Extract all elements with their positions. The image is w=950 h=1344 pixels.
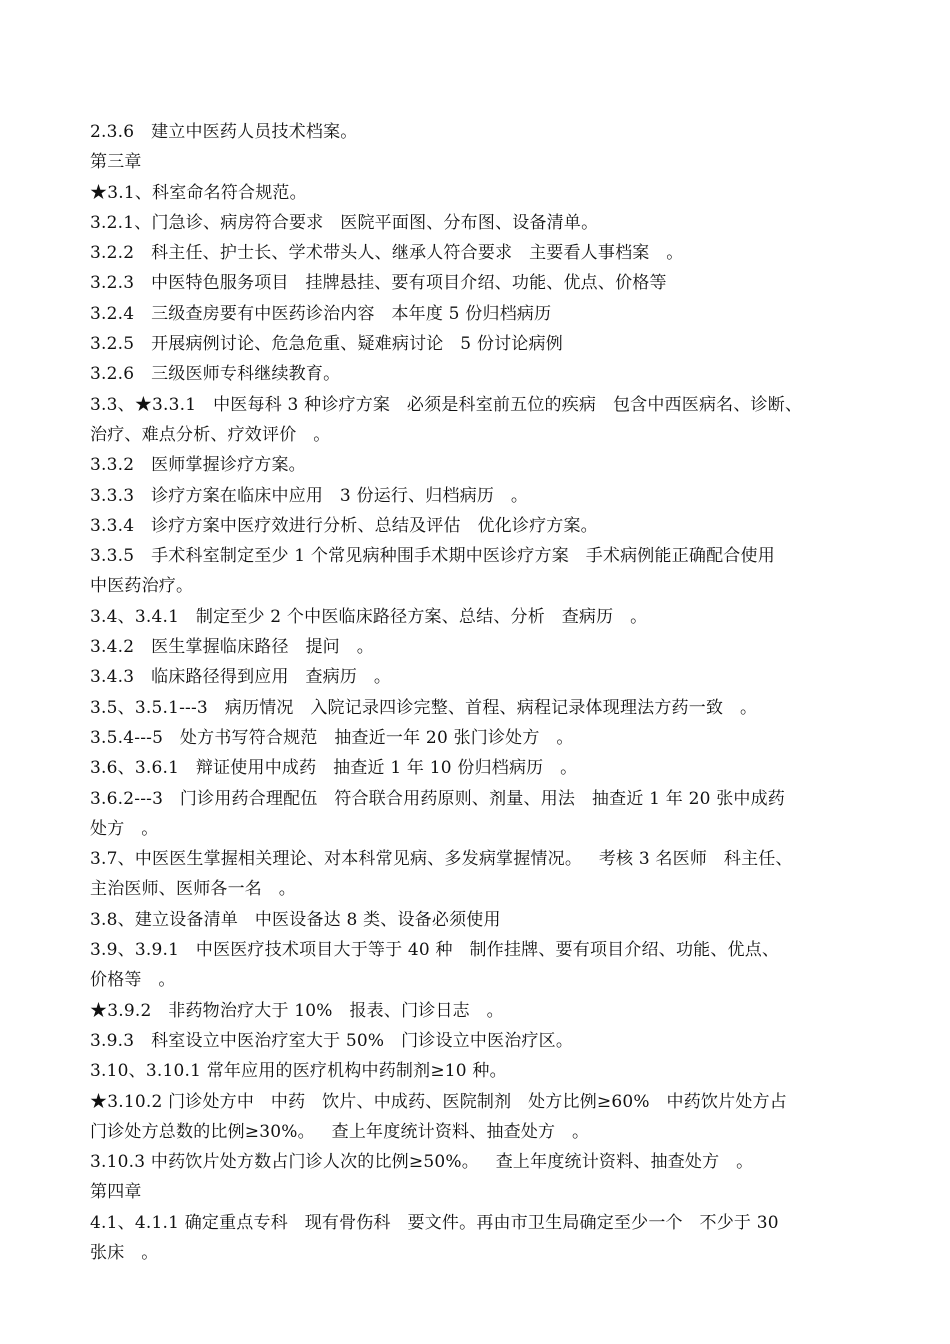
text-line: 3.3.4 诊疗方案中医疗效进行分析、总结及评估 优化诊疗方案。 [90,515,598,536]
text-line: 3.4.3 临床路径得到应用 查病历 。 [90,667,392,688]
text-line: 3.4.2 医生掌握临床路径 提问 。 [90,637,374,658]
text-line: 3.2.1、门急诊、病房符合要求 医院平面图、分布图、设备清单。 [90,212,599,233]
text-line: 3.2.5 开展病例讨论、危急危重、疑难病讨论 5 份讨论病例 [90,334,563,355]
text-line: 处方 。 [90,818,159,839]
text-line: 第三章 [90,152,142,173]
text-line: ★3.10.2 门诊处方中 中药 饮片、中成药、医院制剂 处方比例≥60% 中药饮片处方占 [90,1091,787,1112]
document-body [90,117,870,1268]
text-line: 3.5.4---5 处方书写符合规范 抽查近一年 20 张门诊处方 。 [90,727,574,748]
text-line: 3.2.3 中医特色服务项目 挂牌悬挂、要有项目介绍、功能、优点、价格等 [90,273,667,294]
text-line: 3.4、3.4.1 制定至少 2 个中医临床路径方案、总结、分析 查病历 。 [90,606,648,627]
text-line: 2.3.6 建立中医药人员技术档案。 [90,122,358,142]
text-line: 4.1、4.1.1 确定重点专科 现有骨伤科 要文件。再由市卫生局确定至少一个 不少于 30 [90,1212,779,1233]
text-line: 3.5、3.5.1---3 病历情况 入院记录四诊完整、首程、病程记录体现理法方药一致 。 [90,697,758,718]
text-line: 3.2.4 三级查房要有中医药诊治内容 本年度 5 份归档病历 [90,303,552,324]
text-line: 3.3.2 医师掌握诊疗方案。 [90,455,306,476]
text-line: 3.7、中医医生掌握相关理论、对本科常见病、多发病掌握情况。 考核 3 名医师 科主任、 [90,849,793,870]
text-line: 3.10.3 中药饮片处方数占门诊人次的比例≥50%。 查上年度统计资料、抽查处方 。 [90,1152,754,1173]
text-line: 3.3、★3.3.1 中医每科 3 种诊疗方案 必须是科室前五位的疾病 包含中西医病名、诊断、 [90,394,803,415]
text-line: 3.9、3.9.1 中医医疗技术项目大于等于 40 种 制作挂牌、要有项目介绍、功能、优点、 [90,940,780,961]
text-line: 3.3.3 诊疗方案在临床中应用 3 份运行、归档病历 。 [90,485,529,506]
text-line: 张床 。 [90,1242,159,1263]
text-line: 3.2.6 三级医师专科继续教育。 [90,364,341,385]
text-line: 3.9.3 科室设立中医治疗室大于 50% 门诊设立中医治疗区。 [90,1030,574,1051]
text-line: 第四章 [90,1182,142,1203]
text-line: 门诊处方总数的比例≥30%。 查上年度统计资料、抽查处方 。 [90,1121,590,1142]
text-line: ★3.1、科室命名符合规范。 [90,182,307,203]
text-line: ★3.9.2 非药物治疗大于 10% 报表、门诊日志 。 [90,1000,504,1021]
text-line: 3.8、建立设备清单 中医设备达 8 类、设备必须使用 [90,909,501,930]
text-line: 3.2.2 科主任、护士长、学术带头人、继承人符合要求 主要看人事档案 。 [90,243,684,264]
text-line: 中医药治疗。 [90,576,194,597]
text-line: 3.6.2---3 门诊用药合理配伍 符合联合用药原则、剂量、用法 抽查近 1 年 20 张中成药 [90,788,785,809]
text-line: 3.10、3.10.1 常年应用的医疗机构中药制剂≥10 种。 [90,1061,507,1082]
text-line: 治疗、难点分析、疗效评价 。 [90,424,331,445]
text-line: 价格等 。 [90,970,176,991]
text-line: 3.3.5 手术科室制定至少 1 个常见病种围手术期中医诊疗方案 手术病例能正确配合使用 [90,546,775,567]
text-line: 主治医师、医师各一名 。 [90,879,297,900]
text-line: 3.6、3.6.1 辩证使用中成药 抽查近 1 年 10 份归档病历 。 [90,758,578,779]
